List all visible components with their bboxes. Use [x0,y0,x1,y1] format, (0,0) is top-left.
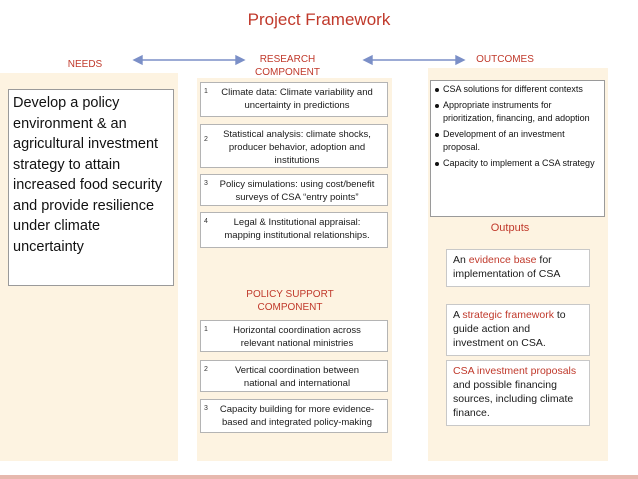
list-item: Appropriate instruments for prioritization, financing, and adoption [435,99,600,125]
needs-research-arrow [134,56,244,64]
output-investment-proposals: CSA investment proposals and possible financing sources, including climate finance. [446,360,590,426]
needs-header: NEEDS [67,59,103,70]
research-header-line-2: COMPONENT [255,67,320,78]
item-number: 4 [204,218,208,225]
highlight-text: CSA investment proposals [453,365,577,377]
policy-item-1: 1 Horizontal coordination across relevant national ministries [200,320,388,352]
item-number: 2 [204,366,208,373]
output-strategic-framework: A strategic framework to guide action and investment on CSA. [446,304,590,356]
item-number: 3 [204,180,208,187]
page-title: Project Framework [247,10,391,29]
item-number: 3 [204,405,208,412]
item-number: 1 [204,326,208,333]
policy-item-2: 2 Vertical coordination between national and international [200,360,388,392]
highlight-text: strategic framework [462,309,554,321]
policy-item-3: 3 Capacity building for more evidence- based and integrated policy-making [200,399,388,433]
list-item: CSA solutions for different contexts [435,83,600,96]
research-header-line-1: RESEARCH [259,54,316,65]
research-item-4: 4 Legal & Institutional appraisal: mapping institutional relationships. [200,212,388,248]
list-item: Capacity to implement a CSA strategy [435,157,600,170]
research-item-1: 1 Climate data: Climate variability and uncertainty in predictions [200,82,388,117]
outputs-title: Outputs [490,222,530,234]
research-outcomes-arrow [364,56,464,64]
outcomes-header: OUTCOMES [476,54,534,65]
needs-box: Develop a policy environment & an agricultural investment strategy to attain increased food security and provide resilience under climate uncertainty [8,89,174,286]
research-item-2: 2 Statistical analysis: climate shocks, producer behavior, adoption and institutions [200,124,388,168]
research-item-3: 3 Policy simulations: using cost/benefit surveys of CSA “entry points” [200,174,388,206]
policy-support-header: POLICY SUPPORT COMPONENT [246,289,334,313]
output-evidence-base: An evidence base for implementation of CSA [446,249,590,287]
highlight-text: evidence base [468,254,537,266]
item-number: 1 [204,88,208,95]
bottom-divider [0,475,638,479]
item-number: 2 [204,136,208,143]
list-item: Development of an investment proposal. [435,128,600,154]
outcomes-list [430,80,605,217]
